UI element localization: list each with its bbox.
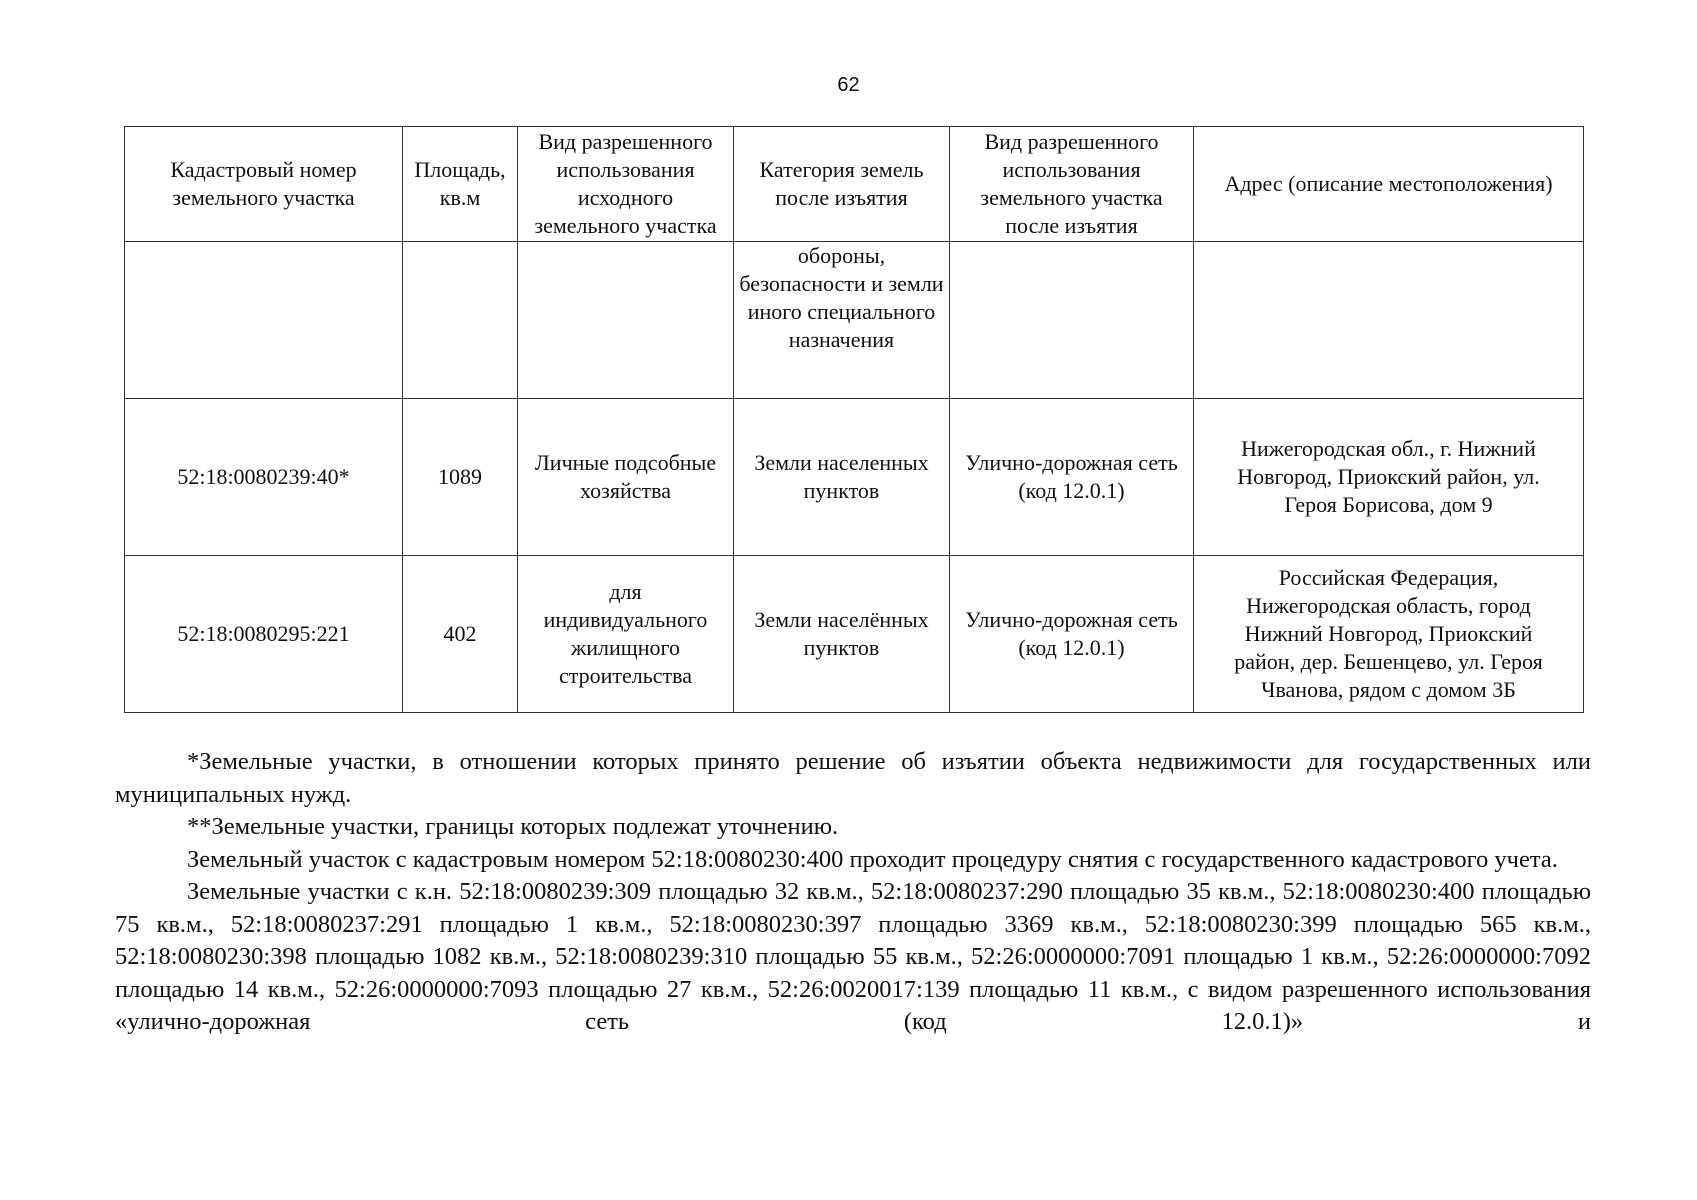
- notes-section: [115, 746, 1591, 1039]
- cell-area: 402: [403, 556, 518, 713]
- cell-address: Российская Федерация, Нижегородская область, город Нижний Новгород, Приокский район, дер. Бешенцево, ул. Героя Чванова, рядом с домом 3Б: [1194, 556, 1584, 713]
- table-row: [125, 556, 1584, 713]
- page-number: 62: [837, 74, 860, 96]
- land-plots-table: [124, 126, 1584, 713]
- note-deregistration: Земельный участок с кадастровым номером 52:18:0080230:400 проходит процедуру снятия с государственного кадастрового учета.: [187, 845, 1558, 873]
- cell-use-after-seizure: [950, 242, 1194, 399]
- table-header-row: [125, 127, 1584, 242]
- cell-use-after-seizure: Улично-дорожная сеть (код 12.0.1): [950, 556, 1194, 713]
- header-area: Площадь, кв.м: [403, 127, 518, 242]
- note-plots-list: Земельные участки с к.н. 52:18:0080239:309 площадью 32 кв.м., 52:18:0080237:290 площадью 35 кв.м., 52:18:0080230:400 площадью 75 кв.м., 52:18:0080237:291 площадью 1 кв.м., 52:18:0080230:397 площадью 3369 кв.м., 52:18:0080230:399 площадью 565 кв.м., 52:18:0080230:398 площадью 1082 кв.м., 52:18:0080239:310 площадью 55 кв.м., 52:26:0000000:7091 площадью 1 кв.м., 52:26:0000000:7092 площадью 14 кв.м., 52:26:0000000:7093 площадью 27 кв.м., 52:26:0020017:139 площадью 11 кв.м., с видом разрешенного использования «улично-дорожная сеть (код 12.0.1)» и: [115, 878, 1591, 1035]
- header-use-after-seizure: Вид разрешенного использования земельного участка после изъятия: [950, 127, 1194, 242]
- header-address: Адрес (описание местоположения): [1194, 127, 1584, 242]
- footnote-boundaries: **Земельные участки, границы которых подлежат уточнению.: [187, 813, 839, 840]
- cell-original-use: для индивидуального жилищного строительства: [518, 556, 734, 713]
- cell-cadastral-number: [125, 242, 403, 399]
- header-original-use: Вид разрешенного использования исходного земельного участка: [518, 127, 734, 242]
- cell-address: Нижегородская обл., г. Нижний Новгород, Приокский район, ул. Героя Борисова, дом 9: [1194, 399, 1584, 556]
- cell-address: [1194, 242, 1584, 399]
- header-land-category: Категория земель после изъятия: [734, 127, 950, 242]
- cell-land-category: Земли населенных пунктов: [734, 399, 950, 556]
- cell-cadastral-number: 52:18:0080295:221: [125, 556, 403, 713]
- cell-land-category: Земли населённых пунктов: [734, 556, 950, 713]
- header-cadastral-number: Кадастровый номер земельного участка: [125, 127, 403, 242]
- cell-area: 1089: [403, 399, 518, 556]
- table-row: [125, 242, 1584, 399]
- cell-land-category: обороны, безопасности и земли иного специального назначения: [734, 242, 950, 399]
- cell-use-after-seizure: Улично-дорожная сеть (код 12.0.1): [950, 399, 1194, 556]
- cell-cadastral-number: 52:18:0080239:40*: [125, 399, 403, 556]
- table-row: [125, 399, 1584, 556]
- cell-area: [403, 242, 518, 399]
- footnote-seizure: *Земельные участки, в отношении которых принято решение об изъятии объекта недвижимости для государственных или муниципальных нужд.: [115, 748, 1591, 808]
- cell-original-use: [518, 242, 734, 399]
- cell-original-use: Личные подсобные хозяйства: [518, 399, 734, 556]
